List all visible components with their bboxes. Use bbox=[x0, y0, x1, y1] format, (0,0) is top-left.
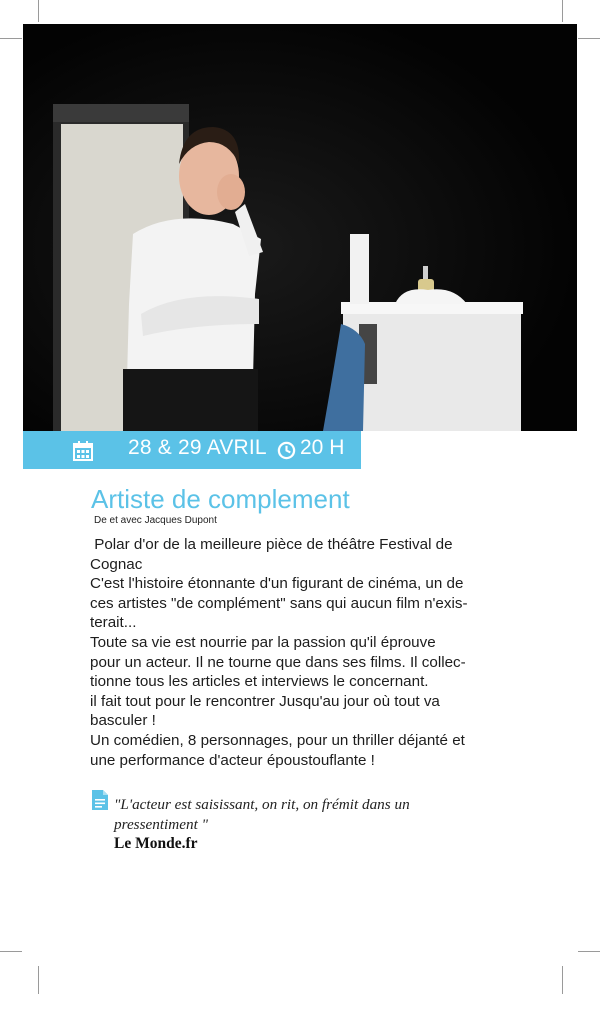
description-paragraph: il fait tout pour le rencontrer Jusqu'au jour où tout va basculer ! bbox=[90, 692, 440, 730]
document-icon bbox=[91, 789, 109, 816]
crop-mark bbox=[38, 0, 39, 22]
description-paragraph: Un comédien, 8 personnages, pour un thriller déjanté et une performance d'acteur époustouflante ! bbox=[90, 731, 465, 769]
clock-icon bbox=[277, 441, 296, 465]
press-quote-source: Le Monde.fr bbox=[114, 835, 198, 852]
show-title: Artiste de complement bbox=[91, 484, 350, 514]
show-description bbox=[90, 535, 530, 770]
show-credit: De et avec Jacques Dupont bbox=[94, 515, 217, 526]
stage-photo bbox=[23, 24, 577, 431]
description-paragraph: Toute sa vie est nourrie par la passion qu'il éprouve pour un acteur. Il ne tourne que dans ses films. Il collec- tionne tous les articles et interviews le concernant. bbox=[90, 633, 466, 691]
event-date: 28 & 29 AVRIL bbox=[128, 436, 267, 459]
description-paragraph: Polar d'or de la meilleure pièce de théâtre Festival de Cognac bbox=[90, 536, 453, 573]
crop-mark bbox=[578, 951, 600, 952]
crop-mark bbox=[0, 38, 22, 39]
calendar-icon bbox=[72, 440, 94, 467]
crop-mark bbox=[578, 38, 600, 39]
event-time: 20 H bbox=[300, 436, 345, 459]
press-quote: "L'acteur est saisissant, on rit, on frémit dans un pressentiment " bbox=[114, 796, 410, 833]
stage-photo-illustration bbox=[23, 24, 577, 431]
date-banner bbox=[23, 431, 361, 469]
crop-mark bbox=[0, 951, 22, 952]
crop-mark bbox=[562, 0, 563, 22]
crop-mark bbox=[38, 966, 39, 994]
crop-mark bbox=[562, 966, 563, 994]
description-paragraph: C'est l'histoire étonnante d'un figurant de cinéma, un de ces artistes "de complément" sans qui aucun film n'exis- terait... bbox=[90, 575, 468, 632]
